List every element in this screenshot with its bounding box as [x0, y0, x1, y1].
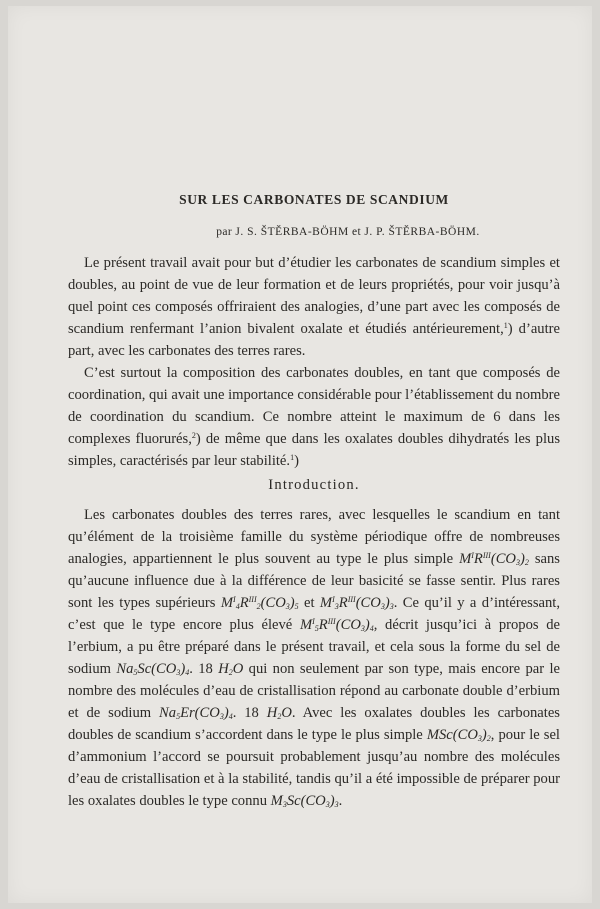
article-title: SUR LES CARBONATES DE SCANDIUM [179, 192, 449, 207]
byline-conjunction: et [351, 226, 362, 238]
footnote-ref-3: 1 [290, 453, 295, 462]
paragraph-3-text: . Ce qu’il y a d’intéressant, c’est que le type encore plus élevé [68, 595, 560, 633]
footnote-ref-2: 2 [191, 431, 196, 440]
formula-h2o: $H_2O$ [266, 705, 292, 721]
formula-na5-er-co3-4: $Na_5Er(CO_3)_4$ [159, 705, 233, 721]
formula-m5-r-co3-4: $M^I_5R^{III}(CO_3)_4$ [299, 617, 374, 633]
author-2: J. P. ŠTĚRBA-BÖHM. [364, 226, 480, 238]
paragraph-2-text: C’est surtout la composition des carbonates doubles, en tant que composés de coordination, qui avait une importance considérable pour l’établissement du nombre de coordination du scandium. Ce nombre atteint le maximum de 6 dans les complexes fluorurés, [68, 365, 560, 447]
paragraph-3-text: , décrit jusqu’ici à propos de l’erbium, a pu être préparé dans le présent travail, et cela sous la forme du sel de sodium [68, 617, 560, 677]
article-body [68, 192, 560, 812]
formula-m3-sc-co3-3: $M_3Sc(CO_3)_3$ [270, 793, 339, 809]
formula-m4-r2-co3-5: $M^I_4R^{III}_2(CO_3)_5$ [220, 595, 299, 611]
paragraph-3-text: . Avec les oxalates doubles les carbonates doubles de scandium s’accordent dans le type le plus simple [68, 705, 560, 743]
paragraph-3-text: . 18 [189, 661, 219, 677]
paragraph-2 [68, 362, 560, 472]
paragraph-2-mid: ) de même que dans les oxalates doubles dihydratés les plus simples, caractérisés par leur stabilité. [68, 431, 560, 469]
formula-mi-riii-co3-2: $M^IR^{III}(CO_3)_2$ [459, 551, 529, 567]
paragraph-1 [68, 252, 560, 362]
formula-na5-sc-co3-4: $Na_5Sc(CO_3)_4$ [116, 661, 190, 677]
formula-h2o: $H_2O$ [218, 661, 244, 677]
paragraph-3-text: et [298, 595, 320, 611]
page-sheet [8, 6, 592, 903]
author-1: J. S. ŠTĚRBA-BÖHM [235, 226, 349, 238]
paragraph-3-text: sans qu’aucune influence due à la différence de leur basicité se fasse sentir. Plus rares sont les types supérieurs [68, 551, 560, 611]
paragraph-3-text: qui non seulement par son type, mais encore par le nombre des molécules d’eau de cristallisation répond au carbonate double d’erbium et de sodium [68, 661, 561, 721]
paragraph-3-text: . 18 [232, 705, 267, 721]
paragraph-3-text: Les carbonates doubles des terres rares, avec lesquelles le scandium en tant qu’élément de la troisième famille du système périodique offre de nombreuses analogies, appartiennent le plus souvent au type le plus simple [68, 507, 560, 567]
article-byline [136, 226, 560, 238]
paragraph-1-text: Le présent travail avait pour but d’étudier les carbonates de scandium simples et doubles, au point de vue de leur formation et de leurs propriétés, pour voir jusqu’à quel point ces composés offriraient des analogies, d’une part avec les composés de scandium renfermant l’anion bivalent oxalate et étudiés antérieurement, [68, 255, 560, 337]
paragraph-3-text: . [338, 793, 343, 809]
paragraph-1-end: ) d’autre part, avec les carbonates des terres rares. [68, 321, 560, 359]
footnote-ref-1: 1 [503, 321, 508, 330]
formula-m3-r-co3-3: $M^I_3R^{III}(CO_3)_3$ [319, 595, 394, 611]
byline-prefix: par [216, 226, 233, 238]
section-heading: Introduction. [268, 477, 360, 493]
formula-m-sc-co3-2: $MSc(CO_3)_2$ [426, 727, 491, 743]
paragraph-2-end: ) [294, 453, 299, 469]
paragraph-3 [68, 504, 560, 812]
paragraph-3-text: , pour le sel d’ammonium l’accord se poursuit probablement jusqu’au nombre des molécules d’eau de cristallisation et à la stabilité, tandis qu’il a été impossible de préparer pour les oxalates doubles le type connu [68, 727, 560, 809]
